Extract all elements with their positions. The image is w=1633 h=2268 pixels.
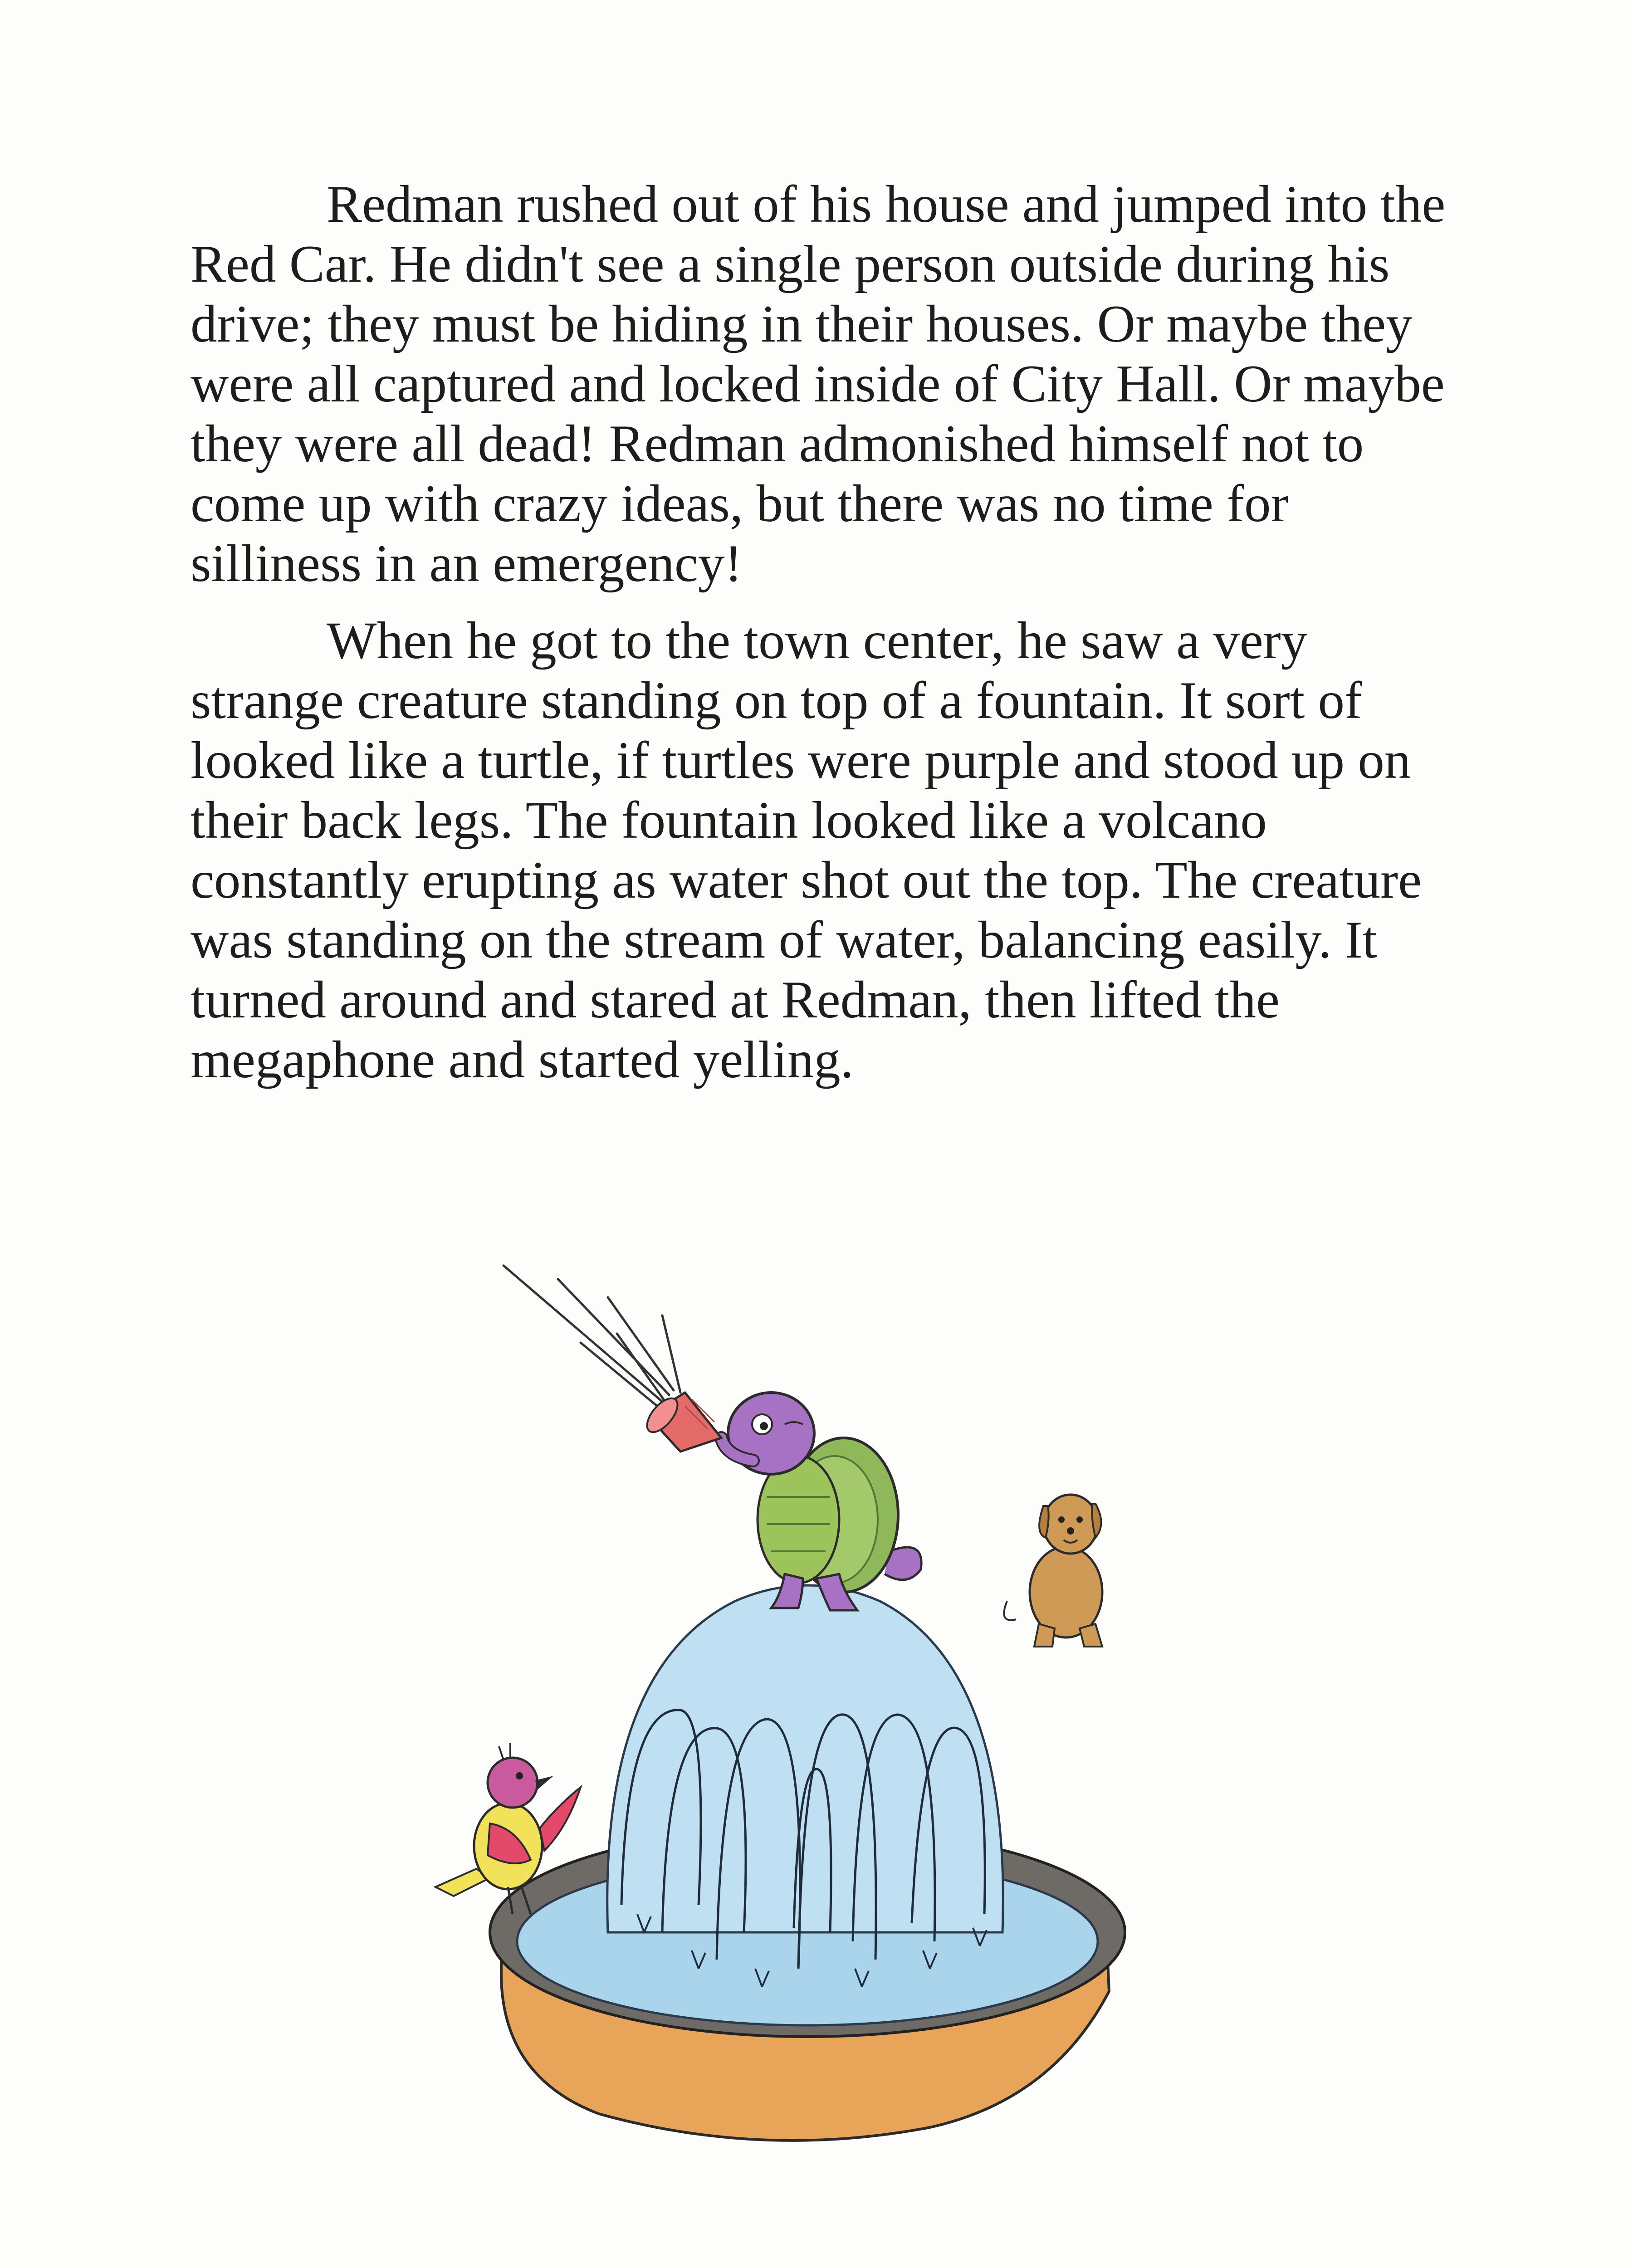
fountain-illustration (408, 1225, 1225, 2223)
story-text (191, 175, 1447, 1107)
megaphone (641, 1393, 721, 1452)
fountain-water (607, 1585, 1003, 1987)
story-paragraph-2: When he got to the town center, he saw a very strange creature standing on top of a fountain. It sort of looked like a turtle, if turtles were purple and stood up on their back legs. The fountain looked like a volcano constantly erupting as water shot out the top. The creature was standing on the stream of water, balancing easily. It turned around and stared at Redman, then lifted the megaphone and started yelling. (191, 611, 1422, 1089)
story-paragraph-1: Redman rushed out of his house and jumped into the Red Car. He didn't see a single person outside during his drive; they must be hiding in their houses. Or maybe they were all captured and locked inside of City Hall. Or maybe they were all dead! Redman admonished himself not to come up with crazy ideas, but there was no time for silliness in an emergency! (191, 175, 1446, 593)
sound-lines (504, 1266, 680, 1408)
turtle-creature (721, 1393, 921, 1610)
dog (1004, 1495, 1102, 1647)
